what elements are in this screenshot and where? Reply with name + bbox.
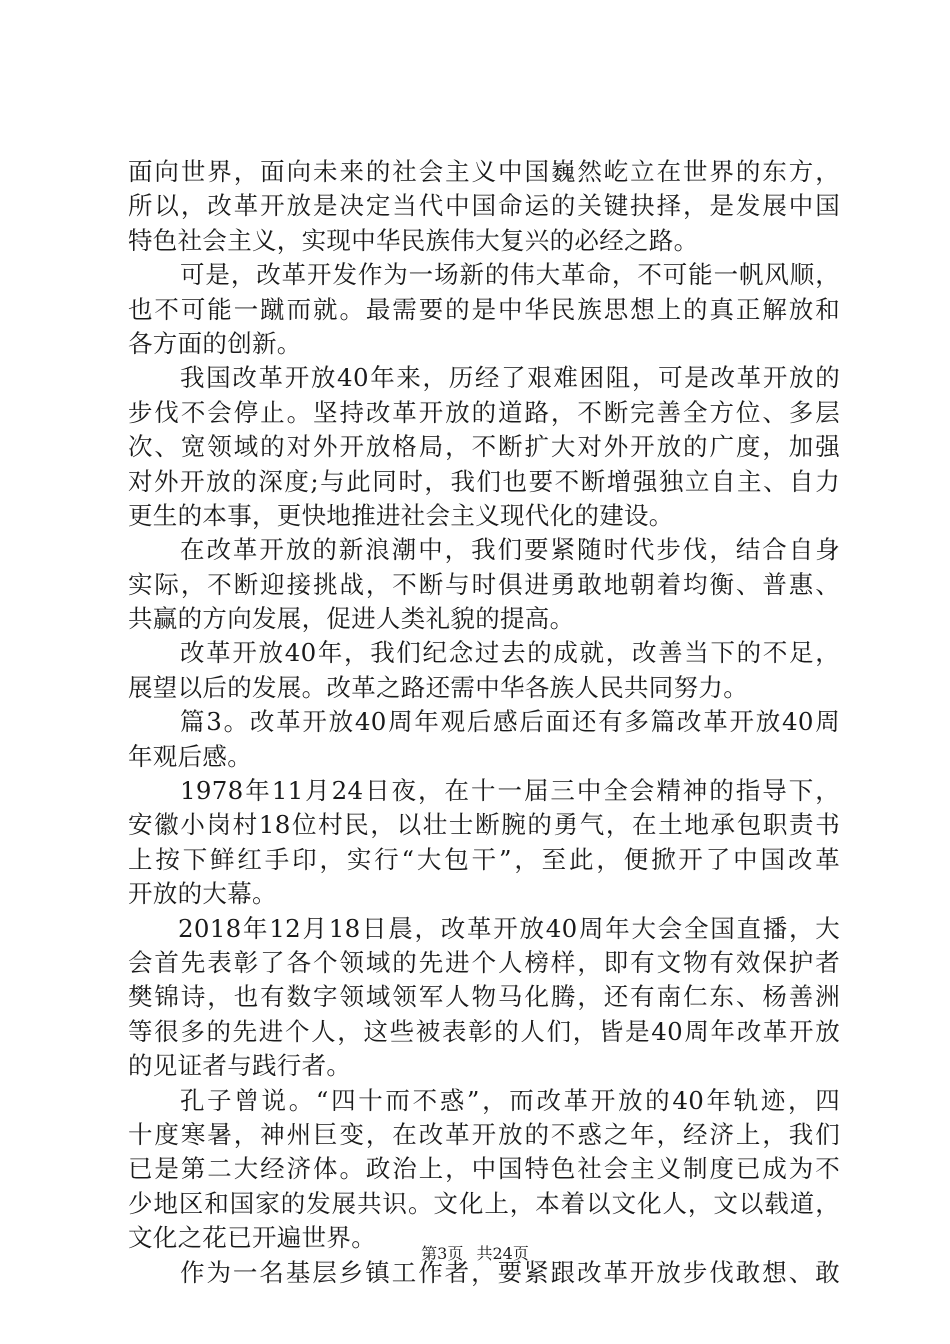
text-line: 也不可能一蹴而就。最需要的是中华民族思想上的真正解放和 bbox=[128, 294, 840, 324]
text-line: 特色社会主义，实现中华民族伟大复兴的必经之路。 bbox=[128, 225, 699, 255]
text-line: 安徽小岗村18位村民，以壮士断腕的勇气，在土地承包职责书 bbox=[128, 810, 840, 840]
document-body bbox=[128, 155, 840, 1290]
text-line: 十度寒暑，神州巨变，在改革开放的不惑之年，经济上，我们 bbox=[128, 1119, 840, 1149]
text-line: 孔子曾说。“四十而不惑”，而改革开放的40年轨迹，四 bbox=[180, 1085, 840, 1115]
text-line: 面向世界，面向未来的社会主义中国巍然屹立在世界的东方， bbox=[128, 157, 840, 186]
page-number: 第3页 bbox=[421, 1244, 464, 1263]
text-line: 更生的本事，更快地推进社会主义现代化的建设。 bbox=[128, 500, 674, 530]
text-line: 作为一名基层乡镇工作者，要紧跟改革开放步伐敢想、敢 bbox=[180, 1257, 840, 1287]
text-line: 改革开放40年，我们纪念过去的成就，改善当下的不足， bbox=[180, 638, 840, 668]
text-line: 步伐不会停止。坚持改革开放的道路，不断完善全方位、多层 bbox=[128, 397, 840, 427]
text-line: 年观后感。 bbox=[128, 741, 252, 771]
text-line: 2018年12月18日晨，改革开放40周年大会全国直播，大 bbox=[178, 913, 840, 943]
text-line: 1978年11月24日夜，在十一届三中全会精神的指导下， bbox=[180, 776, 840, 806]
text-line: 我国改革开放40年来，历经了艰难困阻，可是改革开放的 bbox=[180, 363, 840, 393]
text-line: 在改革开放的新浪潮中，我们要紧随时代步伐，结合自身 bbox=[180, 535, 840, 565]
text-line: 各方面的创新。 bbox=[128, 328, 302, 358]
text-line: 会首先表彰了各个领域的先进个人榜样，即有文物有效保护者 bbox=[128, 947, 840, 977]
page-footer bbox=[0, 1243, 950, 1265]
text-line: 实际，不断迎接挑战，不断与时俱进勇敢地朝着均衡、普惠、 bbox=[128, 569, 840, 599]
text-line: 樊锦诗，也有数字领域领军人物马化腾，还有南仁东、杨善洲 bbox=[128, 982, 840, 1012]
text-line: 等很多的先进个人，这些被表彰的人们，皆是40周年改革开放 bbox=[128, 1016, 840, 1046]
text-line: 上按下鲜红手印，实行“大包干”，至此，便掀开了中国改革 bbox=[128, 844, 840, 874]
text-line: 可是，改革开发作为一场新的伟大革命，不可能一帆风顺， bbox=[180, 260, 840, 290]
text-line: 所以，改革开放是决定当代中国命运的关键抉择，是发展中国 bbox=[128, 191, 840, 221]
text-line: 的见证者与践行者。 bbox=[128, 1051, 352, 1081]
text-line: 对外开放的深度;与此同时，我们也要不断增强独立自主、自力 bbox=[128, 466, 840, 496]
text-line: 篇3。改革开放40周年观后感后面还有多篇改革开放40周 bbox=[180, 707, 840, 737]
text-line: 开放的大幕。 bbox=[128, 879, 277, 909]
text-line: 已是第二大经济体。政治上，中国特色社会主义制度已成为不 bbox=[128, 1154, 840, 1184]
page-total: 共24页 bbox=[476, 1244, 529, 1263]
text-line: 共赢的方向发展，促进人类礼貌的提高。 bbox=[128, 604, 575, 634]
text-line: 文化之花已开遍世界。 bbox=[128, 1223, 376, 1253]
text-line: 少地区和国家的发展共识。文化上，本着以文化人，文以载道， bbox=[128, 1188, 840, 1218]
text-line: 次、宽领域的对外开放格局，不断扩大对外开放的广度，加强 bbox=[128, 432, 840, 462]
text-line: 展望以后的发展。改革之路还需中华各族人民共同努力。 bbox=[128, 672, 748, 702]
